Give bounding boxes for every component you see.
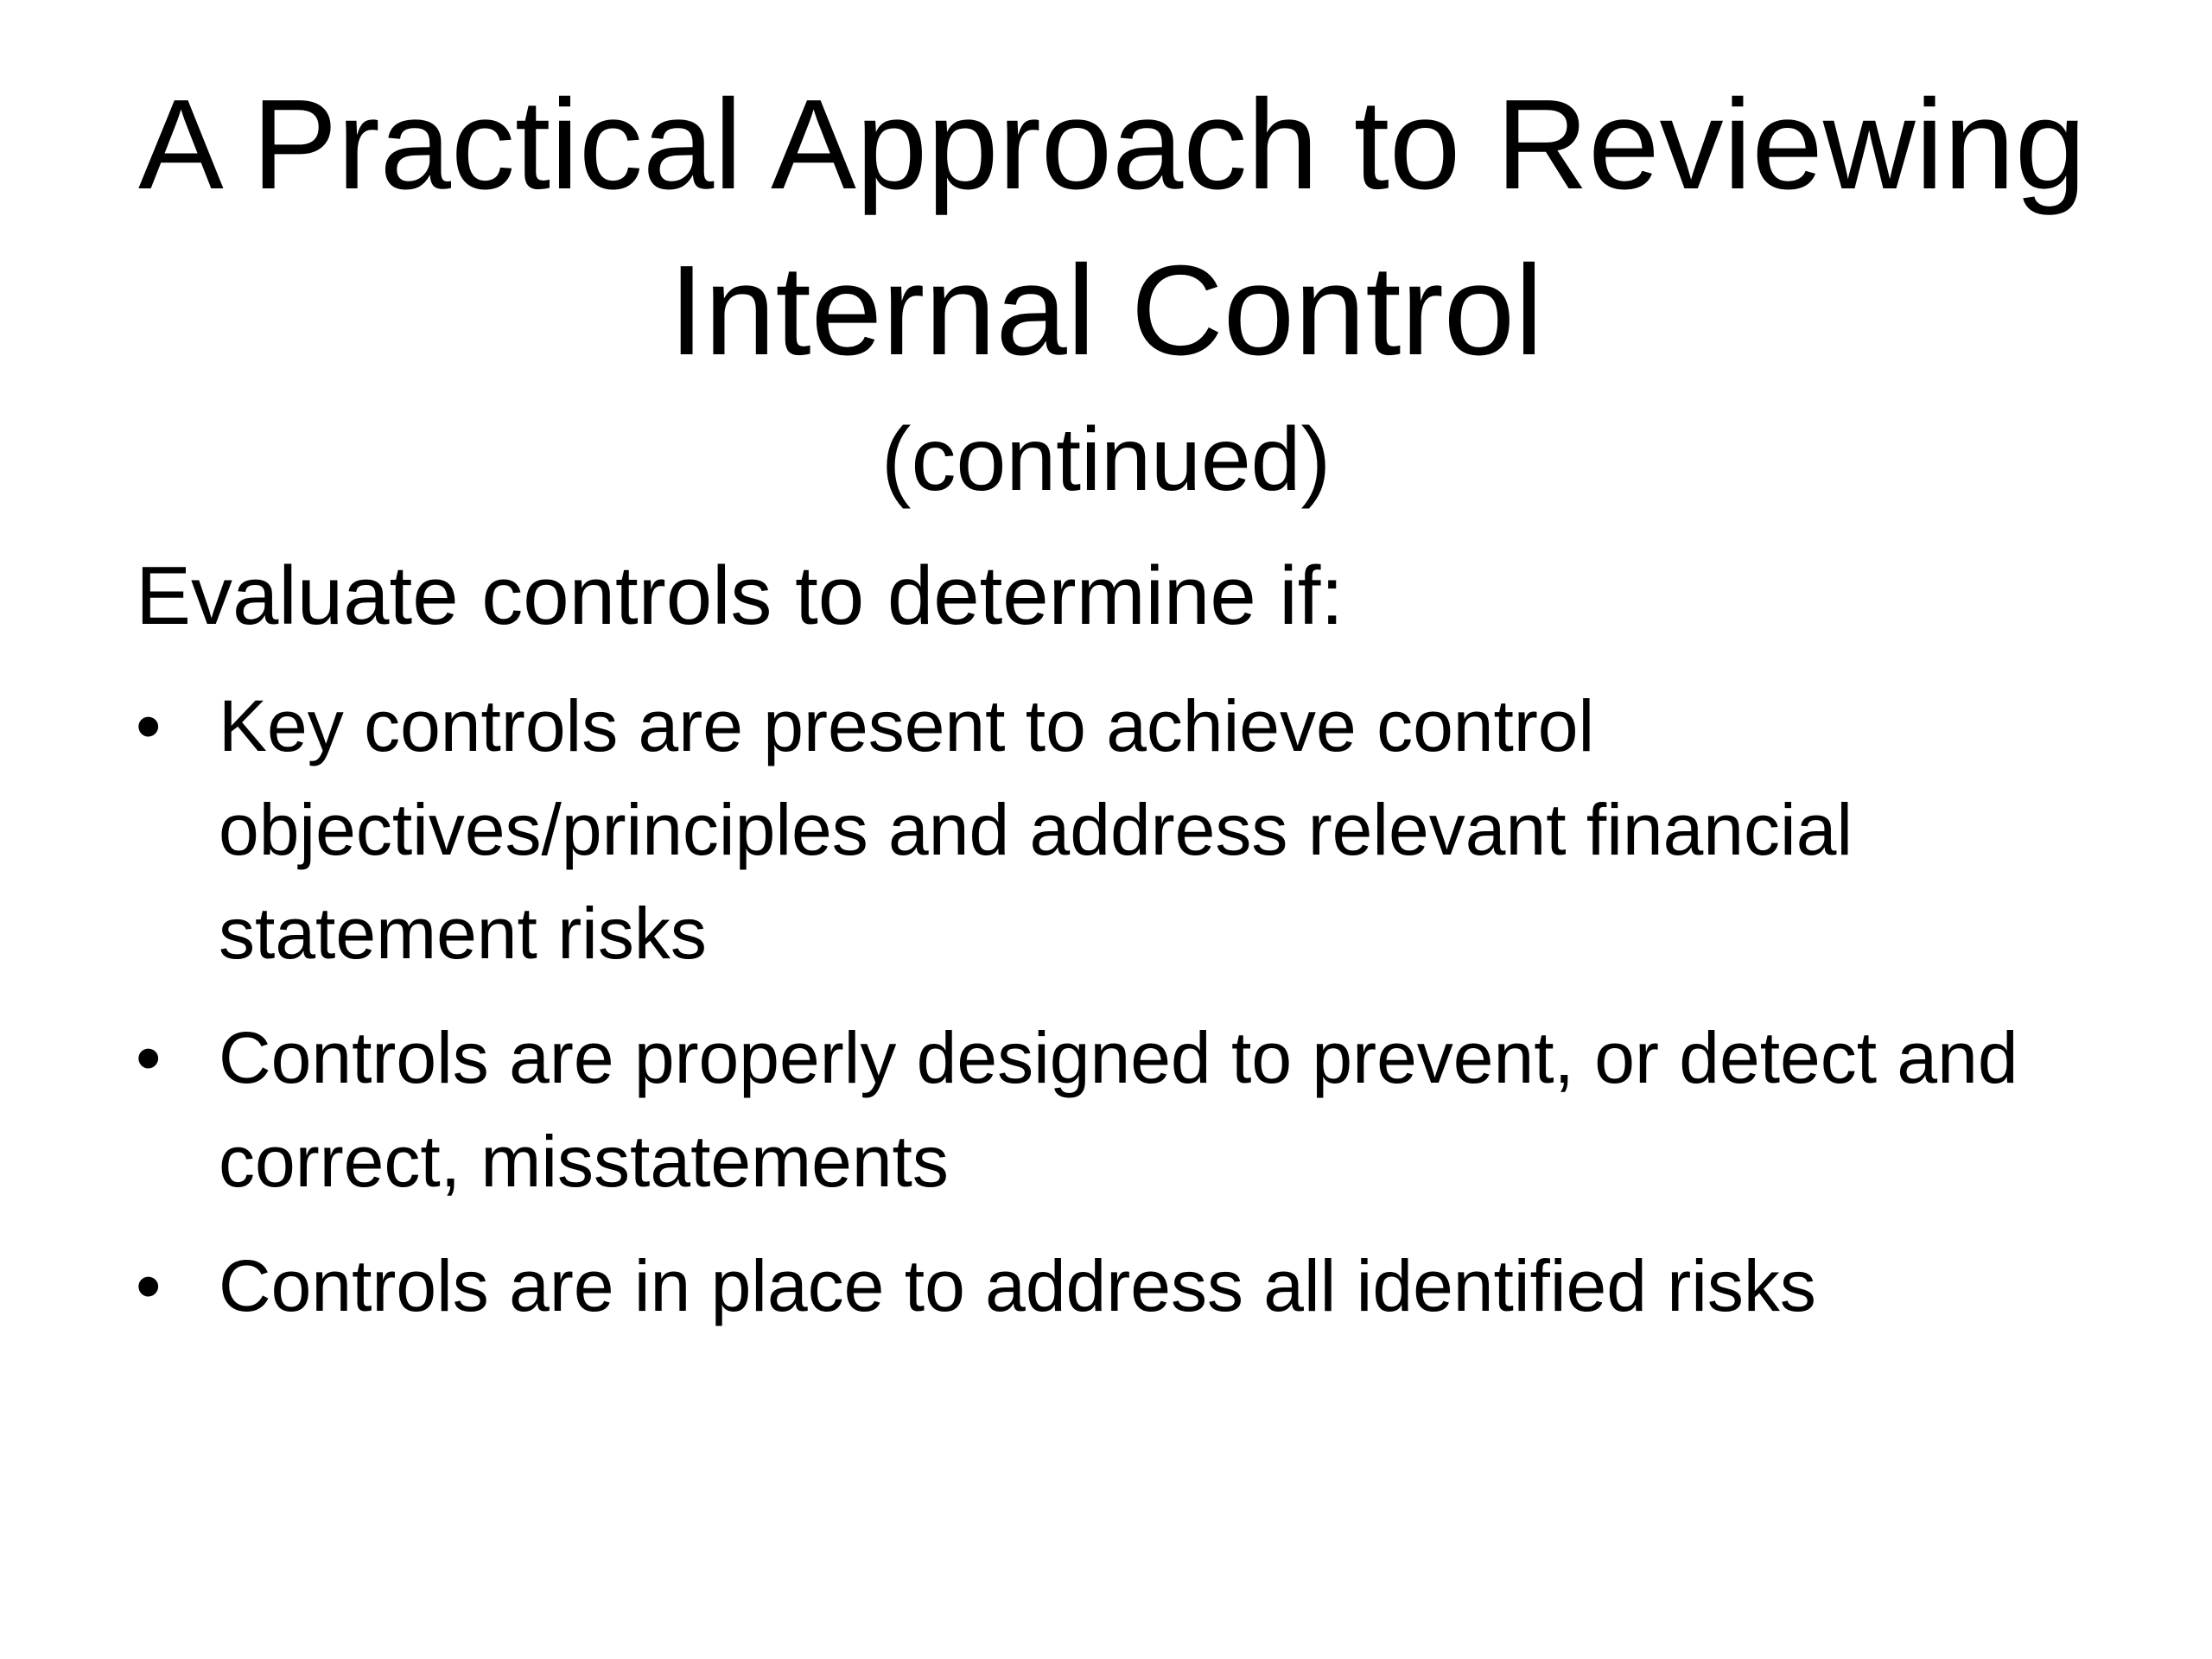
bullet-text: Key controls are present to achieve control objectives/principles and address relevant financial statement risks [219, 685, 1853, 974]
slide-title-line-1: A Practical Approach to Reviewing [138, 73, 2087, 216]
bullet-dot-icon: • [136, 1017, 162, 1098]
slide-title-line-2: Internal Control [669, 239, 1543, 382]
bullet-item-key-controls [136, 674, 2106, 985]
bullet-list [136, 674, 2106, 1338]
bullet-item-design [136, 1006, 2106, 1213]
slide-subtitle: (continued) [880, 410, 1332, 510]
bullet-item-in-place [136, 1234, 2106, 1338]
bullet-dot-icon: • [136, 685, 162, 766]
slide-body [136, 544, 2106, 1358]
bullet-text: Controls are properly designed to prevent, or detect and correct, misstatements [219, 1017, 2018, 1202]
title-block [138, 62, 2087, 520]
bullet-dot-icon: • [136, 1245, 162, 1326]
intro-text: Evaluate controls to determine if: [136, 550, 1344, 642]
bullet-text: Controls are in place to address all identified risks [219, 1245, 1816, 1326]
